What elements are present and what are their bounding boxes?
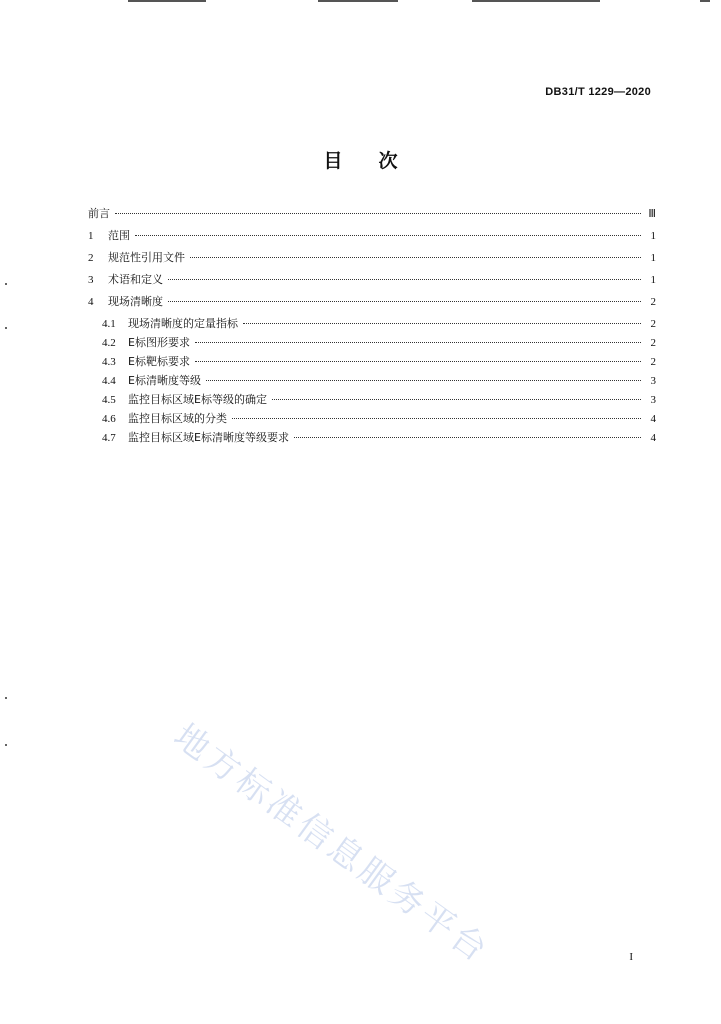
dot-leader [232,418,641,419]
toc-entry-4-6[interactable] [88,410,656,429]
toc-entry-page: 3 [650,394,656,406]
scan-speck [5,744,7,746]
scan-speck [5,327,7,329]
toc-entry-4[interactable] [88,293,656,315]
table-of-contents [88,205,656,448]
toc-entry-1[interactable] [88,227,656,249]
dot-leader [294,437,641,438]
toc-title [0,146,721,173]
dot-leader [190,257,641,258]
toc-entry-page: Ⅲ [648,208,656,220]
top-rule-1 [128,0,206,2]
scan-speck [5,283,7,285]
toc-entry-page: 1 [650,230,656,242]
toc-entry-4-5[interactable] [88,391,656,410]
toc-entry-page: 2 [650,296,656,308]
toc-entry-page: 4 [650,432,656,444]
toc-entry-number: 4.3 [102,356,116,368]
toc-entry-2[interactable] [88,249,656,271]
toc-entry-3[interactable] [88,271,656,293]
toc-entry-label: 现场清晰度的定量指标 [128,317,238,330]
toc-entry-number: 1 [88,230,94,242]
dot-leader [195,361,641,362]
toc-entry-label: E标靶标要求 [128,355,190,368]
toc-entry-page: 2 [650,356,656,368]
toc-entry-label: 监控目标区域E标等级的确定 [128,393,267,406]
top-rule-3 [472,0,600,2]
toc-entry-label: 前言 [88,207,110,220]
dot-leader [272,399,641,400]
toc-entry-foreword[interactable] [88,205,656,227]
toc-title-part1: 目 [323,150,343,172]
toc-entry-page: 2 [650,337,656,349]
toc-title-part2: 次 [378,150,398,172]
toc-entry-label: 监控目标区域E标清晰度等级要求 [128,431,289,444]
dot-leader [195,342,641,343]
toc-entry-page: 1 [650,252,656,264]
toc-entry-number: 4.5 [102,394,116,406]
dot-leader [243,323,641,324]
toc-entry-number: 4.2 [102,337,116,349]
top-rule-4 [700,0,710,2]
toc-entry-page: 4 [650,413,656,425]
toc-entry-number: 4.7 [102,432,116,444]
watermark-text: 地方标准信息服务平台 [166,716,498,972]
toc-entry-label: 规范性引用文件 [108,251,185,264]
dot-leader [115,213,641,214]
toc-entry-number: 4.1 [102,318,116,330]
toc-entry-label: E标图形要求 [128,336,190,349]
toc-entry-page: 1 [650,274,656,286]
toc-entry-label: 术语和定义 [108,273,163,286]
toc-entry-number: 4.6 [102,413,116,425]
toc-entry-number: 3 [88,274,94,286]
toc-entry-4-7[interactable] [88,429,656,448]
toc-entry-number: 4 [88,296,94,308]
dot-leader [206,380,641,381]
toc-entry-label: 现场清晰度 [108,295,163,308]
toc-entry-number: 4.4 [102,375,116,387]
toc-entry-number: 2 [88,252,94,264]
toc-entry-4-2[interactable] [88,334,656,353]
document-code: DB31/T 1229—2020 [545,86,651,98]
dot-leader [135,235,641,236]
toc-entry-4-4[interactable] [88,372,656,391]
page-number: I [629,951,633,963]
scan-speck [5,697,7,699]
dot-leader [168,279,641,280]
toc-entry-page: 2 [650,318,656,330]
dot-leader [168,301,641,302]
toc-entry-label: E标清晰度等级 [128,374,201,387]
toc-entry-label: 监控目标区域的分类 [128,412,227,425]
toc-entry-label: 范围 [108,229,130,242]
toc-entry-4-1[interactable] [88,315,656,334]
toc-entry-4-3[interactable] [88,353,656,372]
top-rule-2 [318,0,398,2]
toc-entry-page: 3 [650,375,656,387]
